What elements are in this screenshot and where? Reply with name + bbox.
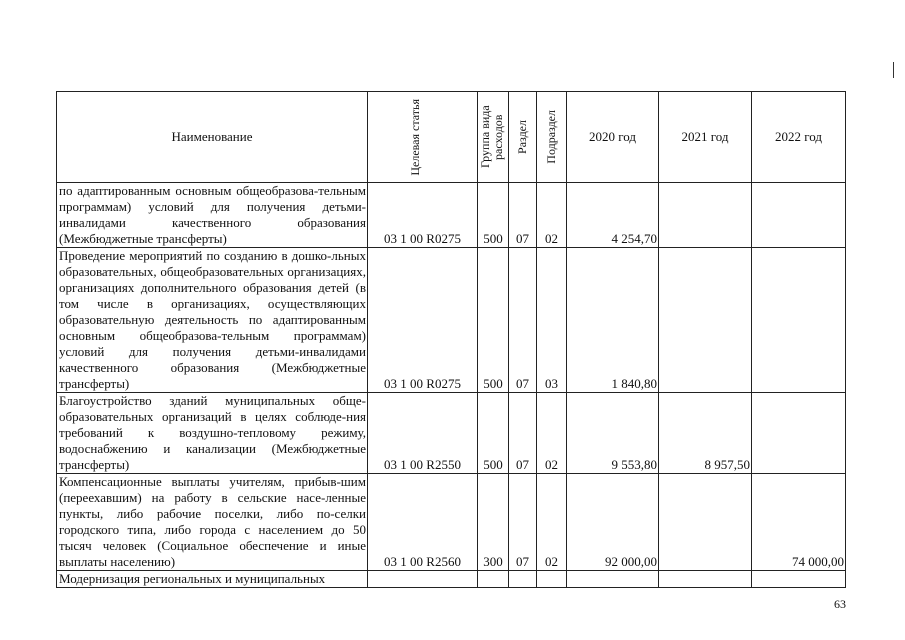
row-2020: 92 000,00 [567,474,659,571]
row-name: Модернизация региональных и муниципальных [57,571,368,588]
row-2021 [659,248,752,393]
row-2021: 8 957,50 [659,393,752,474]
row-2021 [659,571,752,588]
row-subsection: 02 [537,183,567,248]
row-code: 03 1 00 R0275 [368,183,478,248]
row-name: Проведение мероприятий по созданию в дошко-льных образовательных, общеобразовательных организациях, организациях дополнительного образования детей (в том числе в организациях, осуществляющих образовательную деятельность по адаптированным основным общеобразова-тельным программам) условий для получения детьми-инвалидами качественного образования (Межбюджетные трансферты) [57,248,368,393]
row-section: 07 [509,393,537,474]
row-name: Благоустройство зданий муниципальных обще-образовательных организаций в целях соблюде-ния требований к воздушно-тепловому режиму, водоснабжению и канализации (Межбюджетные трансферты) [57,393,368,474]
header-section: Раздел [509,92,537,183]
row-subsection [537,571,567,588]
row-subsection: 03 [537,248,567,393]
header-subsection: Подраздел [537,92,567,183]
row-2020 [567,571,659,588]
row-code: 03 1 00 R2550 [368,393,478,474]
table-header [57,92,846,183]
table-row [57,571,846,588]
header-2022: 2022 год [752,92,846,183]
header-target: Целевая статья [368,92,478,183]
row-code: 03 1 00 R0275 [368,248,478,393]
table-row [57,248,846,393]
row-group: 500 [478,248,509,393]
budget-table-container [56,91,846,588]
header-group: Группа вида расходов [478,92,509,183]
row-2020: 9 553,80 [567,393,659,474]
row-group: 500 [478,183,509,248]
row-section: 07 [509,248,537,393]
header-2021: 2021 год [659,92,752,183]
row-2022: 74 000,00 [752,474,846,571]
row-2020: 4 254,70 [567,183,659,248]
page-number: 63 [834,597,846,611]
table-body [57,183,846,588]
table-row [57,474,846,571]
row-code: 03 1 00 R2560 [368,474,478,571]
budget-table [56,91,846,588]
header-name: Наименование [57,92,368,183]
row-2022 [752,183,846,248]
row-2022 [752,571,846,588]
row-subsection: 02 [537,474,567,571]
row-section: 07 [509,474,537,571]
row-name: Компенсационные выплаты учителям, прибыв-шим (переехавшим) на работу в сельские насе-ленные пункты, либо рабочие поселки, либо по-селки городского типа, либо города с населением до 50 тысяч человек (Социальное обеспечение и иные выплаты населению) [57,474,368,571]
row-group: 500 [478,393,509,474]
table-row [57,393,846,474]
row-section [509,571,537,588]
row-2021 [659,183,752,248]
row-code [368,571,478,588]
row-section: 07 [509,183,537,248]
row-2021 [659,474,752,571]
row-name: по адаптированным основным общеобразова-тельным программам) условий для получения детьми-инвалидами качественного образования (Межбюджетные трансферты) [57,183,368,248]
margin-mark [893,62,894,78]
row-2022 [752,393,846,474]
row-group: 300 [478,474,509,571]
row-2022 [752,248,846,393]
row-group [478,571,509,588]
row-subsection: 02 [537,393,567,474]
row-2020: 1 840,80 [567,248,659,393]
table-row [57,183,846,248]
header-2020: 2020 год [567,92,659,183]
